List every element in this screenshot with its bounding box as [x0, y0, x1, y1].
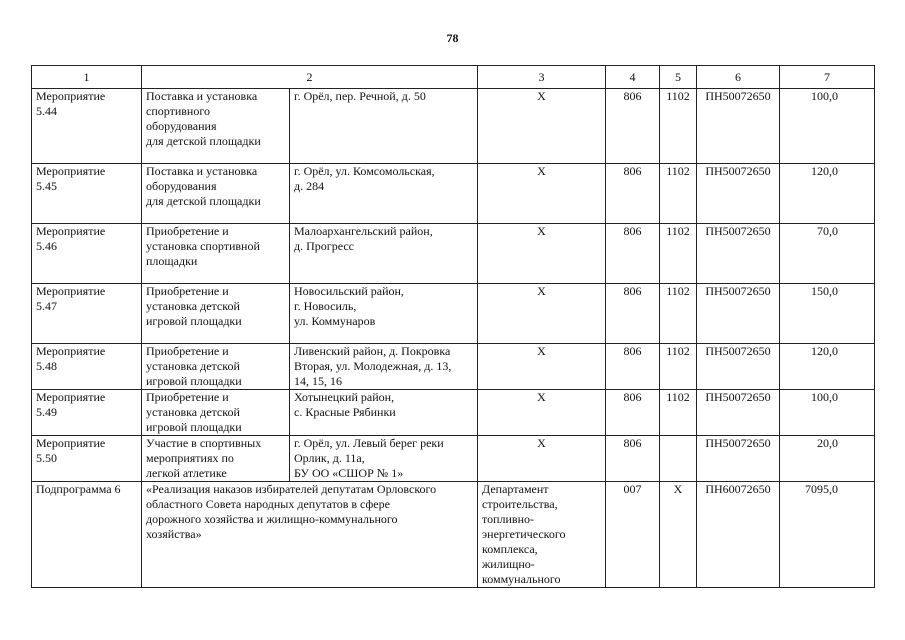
measure-id: Мероприятие 5.47	[32, 284, 142, 344]
col3-value: Х	[478, 390, 606, 436]
header-cell-7: 7	[780, 66, 875, 89]
col4-value: 806	[606, 390, 660, 436]
measure-address: Ливенский район, д. Покровка Вторая, ул. Молодежная, д. 13, 14, 15, 16	[290, 344, 478, 390]
table-row	[32, 436, 875, 482]
col6-value: ПН50072650	[697, 436, 780, 482]
col3-value: Х	[478, 224, 606, 284]
measure-name: Поставка и установка спортивного оборудования для детской площадки	[142, 89, 290, 164]
table-row	[32, 390, 875, 436]
header-row	[32, 66, 875, 89]
col3-value: Х	[478, 89, 606, 164]
measure-name: Поставка и установка оборудования для детской площадки	[142, 164, 290, 224]
col6-value: ПН50072650	[697, 224, 780, 284]
col3-value: Х	[478, 436, 606, 482]
subprogram-title: «Реализация наказов избирателей депутатам Орловского областного Совета народных депутатов в сфере дорожного хозяйства и жилищно-коммунального хозяйства»	[142, 482, 478, 588]
measure-name: Приобретение и установка детской игровой площадки	[142, 344, 290, 390]
measure-name: Приобретение и установка спортивной площадки	[142, 224, 290, 284]
measure-name: Приобретение и установка детской игровой площадки	[142, 284, 290, 344]
budget-table	[31, 65, 875, 588]
col5-value: 1102	[660, 89, 697, 164]
col6-value: ПН50072650	[697, 344, 780, 390]
header-cell-6: 6	[697, 66, 780, 89]
col4-value: 806	[606, 344, 660, 390]
measure-address: Малоархангельский район, д. Прогресс	[290, 224, 478, 284]
col6-value: ПН50072650	[697, 390, 780, 436]
measure-id: Мероприятие 5.46	[32, 224, 142, 284]
col6-value: ПН60072650	[697, 482, 780, 588]
col4-value: 806	[606, 436, 660, 482]
table-row	[32, 344, 875, 390]
col5-value: 1102	[660, 284, 697, 344]
measure-address: г. Орёл, пер. Речной, д. 50	[290, 89, 478, 164]
measure-address: г. Орёл, ул. Левый берег реки Орлик, д. 11а, БУ ОО «СШОР № 1»	[290, 436, 478, 482]
col3-value: Х	[478, 344, 606, 390]
col7-value: 100,0	[780, 89, 875, 164]
subprogram-department: Департамент строительства, топливно- энергетического комплекса, жилищно- коммунального	[478, 482, 606, 588]
header-cell-4: 4	[606, 66, 660, 89]
col4-value: 007	[606, 482, 660, 588]
col5-value: 1102	[660, 344, 697, 390]
measure-id: Мероприятие 5.49	[32, 390, 142, 436]
col7-value: 120,0	[780, 164, 875, 224]
col6-value: ПН50072650	[697, 89, 780, 164]
col7-value: 100,0	[780, 390, 875, 436]
col4-value: 806	[606, 89, 660, 164]
measure-id: Мероприятие 5.50	[32, 436, 142, 482]
col4-value: 806	[606, 164, 660, 224]
col3-value: Х	[478, 284, 606, 344]
header-cell-1: 1	[32, 66, 142, 89]
header-cell-2: 2	[142, 66, 478, 89]
subprogram-row	[32, 482, 875, 588]
header-cell-5: 5	[660, 66, 697, 89]
measure-id: Мероприятие 5.45	[32, 164, 142, 224]
measure-name: Приобретение и установка детской игровой площадки	[142, 390, 290, 436]
measure-address: г. Орёл, ул. Комсомольская, д. 284	[290, 164, 478, 224]
col7-value: 7095,0	[780, 482, 875, 588]
subprogram-id: Подпрограмма 6	[32, 482, 142, 588]
col5-value: 1102	[660, 390, 697, 436]
table-row	[32, 89, 875, 164]
col6-value: ПН50072650	[697, 164, 780, 224]
page-number: 78	[446, 31, 459, 45]
header-cell-3: 3	[478, 66, 606, 89]
col7-value: 150,0	[780, 284, 875, 344]
col4-value: 806	[606, 284, 660, 344]
col5-value	[660, 436, 697, 482]
table-row	[32, 284, 875, 344]
col6-value: ПН50072650	[697, 284, 780, 344]
measure-id: Мероприятие 5.44	[32, 89, 142, 164]
col5-value: Х	[660, 482, 697, 588]
measure-name: Участие в спортивных мероприятиях по легкой атлетике	[142, 436, 290, 482]
measure-address: Новосильский район, г. Новосиль, ул. Коммунаров	[290, 284, 478, 344]
col3-value: Х	[478, 164, 606, 224]
measure-address: Хотынецкий район, с. Красные Рябинки	[290, 390, 478, 436]
col5-value: 1102	[660, 164, 697, 224]
col7-value: 20,0	[780, 436, 875, 482]
col7-value: 120,0	[780, 344, 875, 390]
col5-value: 1102	[660, 224, 697, 284]
measure-id: Мероприятие 5.48	[32, 344, 142, 390]
col4-value: 806	[606, 224, 660, 284]
col7-value: 70,0	[780, 224, 875, 284]
table-row	[32, 224, 875, 284]
table-row	[32, 164, 875, 224]
